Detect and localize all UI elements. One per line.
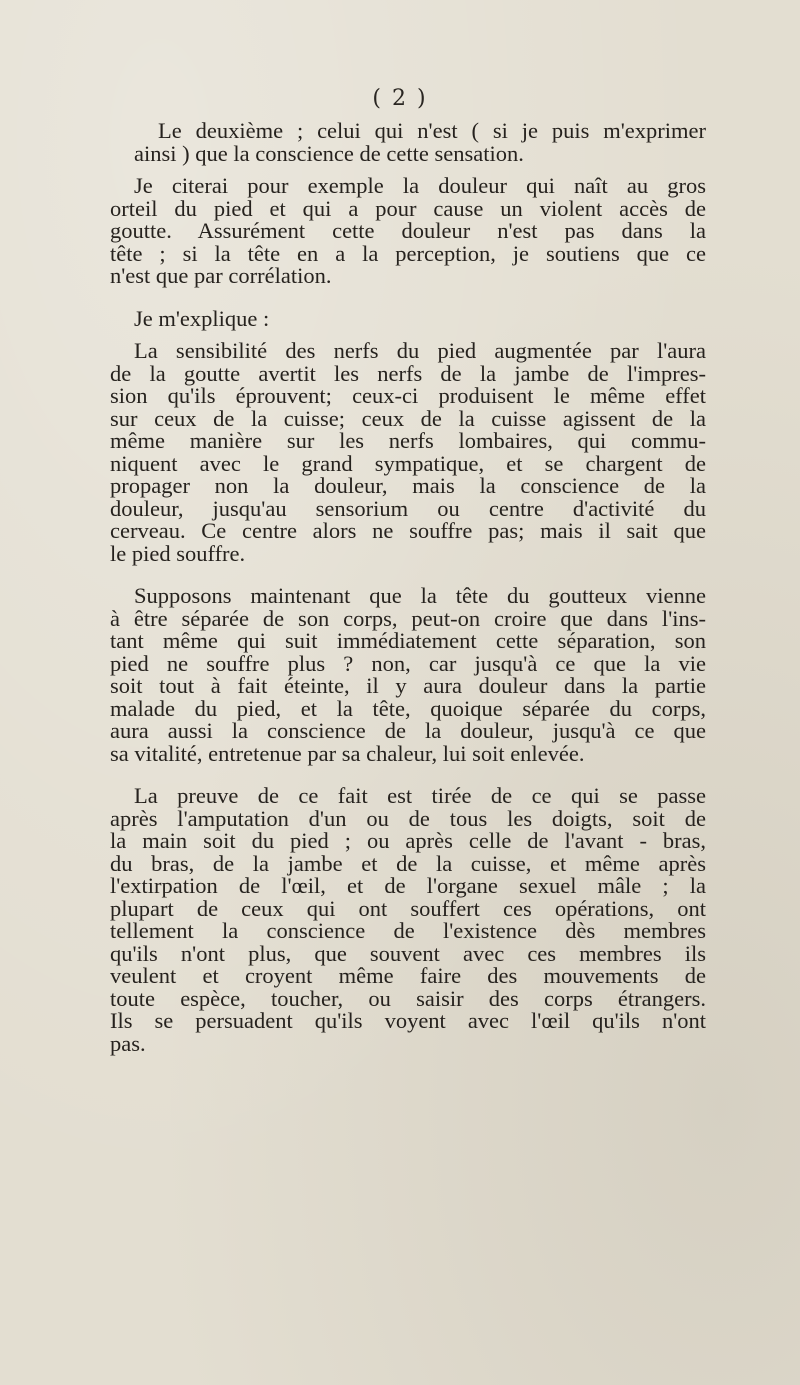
paragraph — [110, 340, 706, 565]
text-line: Ils se persuadent qu'ils voyent avec l'œil qu'ils n'ont — [110, 1008, 706, 1033]
text-line: tête ; si la tête en a la perception, je soutiens que ce — [110, 240, 706, 266]
text-line: à être séparée de son corps, peut-on croire que dans l'ins- — [110, 605, 706, 631]
paragraph — [110, 120, 706, 165]
text-line: malade du pied, et la tête, quoique séparée du corps, — [110, 695, 706, 721]
text-line: La sensibilité des nerfs du pied augmentée par l'aura — [134, 338, 706, 363]
page-number: ( 2 ) — [372, 86, 428, 111]
text-line: niquent avec le grand sympatique, et se chargent de — [110, 450, 706, 476]
text-line: la main soit du pied ; ou après celle de l'avant - bras, — [110, 828, 706, 853]
text-line: Supposons maintenant que la tête du goutteux vienne — [134, 583, 706, 608]
text-line: l'extirpation de l'œil, et de l'organe sexuel mâle ; la — [110, 873, 706, 898]
paragraph — [110, 175, 706, 288]
paragraph — [110, 785, 706, 1055]
paragraph — [110, 585, 706, 765]
text-line: toute espèce, toucher, ou saisir des corps étrangers. — [110, 985, 706, 1011]
text-line: Le deuxième ; celui qui n'est ( si je puis m'exprimer — [158, 118, 706, 143]
paragraph — [110, 305, 706, 331]
text-line: qu'ils n'ont plus, que souvent avec ces membres ils — [110, 940, 706, 966]
text-line: tellement la conscience de l'existence dès membres — [110, 918, 706, 943]
text-line: pas. — [110, 1030, 146, 1056]
text-line: pied ne souffre plus ? non, car jusqu'à ce que la vie — [110, 650, 706, 676]
text-line: de la goutte avertit les nerfs de la jambe de l'impres- — [110, 360, 706, 386]
text-line: ainsi ) que la conscience de cette sensation. — [134, 140, 524, 166]
text-line: propager non la douleur, mais la conscience de la — [110, 473, 706, 498]
text-line: tant même qui suit immédiatement cette séparation, son — [110, 628, 706, 653]
text-line: cerveau. Ce centre alors ne souffre pas; mais il sait que — [110, 518, 706, 543]
text-line: goutte. Assurément cette douleur n'est pas dans la — [110, 218, 706, 243]
text-line: du bras, de la jambe et de la cuisse, et même après — [110, 850, 706, 876]
text-line: aura aussi la conscience de la douleur, jusqu'à ce que — [110, 718, 706, 743]
text-line: veulent et croyent même faire des mouvements de — [110, 963, 706, 988]
text-line: sion qu'ils éprouvent; ceux-ci produisent le même effet — [110, 383, 706, 408]
text-line: Je citerai pour exemple la douleur qui naît au gros — [134, 173, 706, 198]
text-line: sur ceux de la cuisse; ceux de la cuisse agissent de la — [110, 405, 706, 431]
text-line: La preuve de ce fait est tirée de ce qui se passe — [134, 783, 706, 808]
text-line: orteil du pied et qui a pour cause un violent accès de — [110, 195, 706, 221]
text-line: le pied souffre. — [110, 540, 246, 566]
text-line: Je m'explique : — [134, 305, 270, 331]
text-line: même manière sur les nerfs lombaires, qui commu- — [110, 428, 706, 453]
text-line: après l'amputation d'un ou de tous les doigts, soit de — [110, 805, 706, 831]
text-line: douleur, jusqu'au sensorium ou centre d'activité du — [110, 495, 706, 521]
text-line: n'est que par corrélation. — [110, 263, 332, 288]
text-line: plupart de ceux qui ont souffert ces opérations, ont — [110, 895, 706, 921]
text-line: sa vitalité, entretenue par sa chaleur, lui soit enlevée. — [110, 740, 585, 766]
body-text — [110, 120, 706, 1055]
text-line: soit tout à fait éteinte, il y aura douleur dans la partie — [110, 673, 706, 698]
